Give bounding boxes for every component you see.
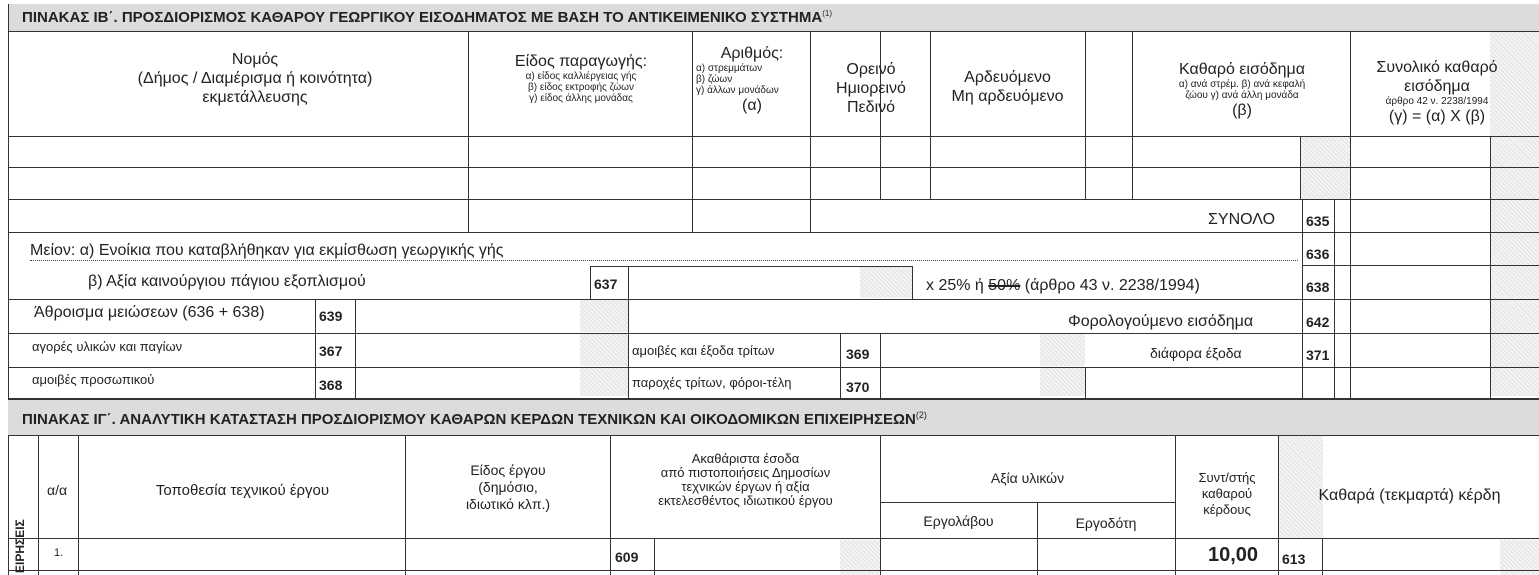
shade-637-box — [860, 266, 912, 298]
row1-coefficient: 10,00 — [1208, 544, 1259, 566]
code-638: 638 — [1306, 279, 1330, 295]
minus-a-label: Μείον: α) Ενοίκια που καταβλήθηκαν για εκμίσθωση γεωργικής γής — [30, 241, 1298, 261]
table-ig-title-text: ΠΙΝΑΚΑΣ ΙΓ΄. ΑΝΑΛΥΤΙΚΗ ΚΑΤΑΣΤΑΣΗ ΠΡΟΣΔΙΟΡΙΣΜΟΥ ΚΑΘΑΡΩΝ ΚΕΡΔΩΝ ΤΕΧΝΙΚΩΝ ΚΑΙ ΟΙΚΟΔΟΜΙΚΩΝ ΕΠΙΧΕΙΡΗΣΕΩΝ — [22, 411, 916, 428]
ib-data-row-2[interactable] — [9, 168, 1489, 199]
col-arithmos-sub1: α) στρεμμάτων — [696, 63, 763, 74]
row1-type-field[interactable] — [406, 539, 610, 570]
col-eidos-ergou-header — [406, 462, 610, 513]
col-akatharista-line1: Ακαθάριστα έσοδα — [691, 451, 800, 466]
code-639: 639 — [319, 308, 343, 324]
col-arithmos-ref: (α) — [742, 97, 762, 114]
code-609: 609 — [615, 549, 639, 565]
col-akatharista-line4: εκτελεσθέντος ιδιωτικού έργου — [658, 493, 833, 508]
ib-data-row-1[interactable] — [9, 137, 1489, 167]
col-oreino-header — [812, 60, 930, 117]
col-nomos-line1: Νομός — [231, 51, 279, 68]
third-services-label: παροχές τρίτων, φόροι-τέλη — [632, 375, 792, 390]
col-ardeuomeno-line1: Αρδευόμενο — [964, 69, 1051, 86]
col-ergolavou-header: Εργολάβου — [923, 513, 994, 529]
col-katharo-title: Καθαρό εισόδημα — [1178, 61, 1306, 78]
col-eidos-header — [470, 52, 692, 104]
col-akatharista-header — [611, 452, 880, 508]
col-syntelestis-header — [1176, 470, 1278, 518]
minus-b-label: β) Αξία καινούργιου πάγιου εξοπλισμού — [88, 273, 366, 290]
col-katharo-ref: (β) — [1232, 102, 1252, 119]
col-eidos-ergou-line2: (δημόσιο, — [478, 479, 538, 495]
col-arithmos-title: Αριθμός: — [720, 45, 784, 62]
shade-367-box — [580, 334, 628, 366]
misc-field[interactable] — [1335, 334, 1490, 367]
percent-prefix: x 25% ή — [926, 277, 984, 294]
table-ig-title-note: (2) — [915, 410, 927, 420]
col-syntelestis-line2: καθαρού — [1201, 486, 1253, 501]
third-fees-label: αμοιβές και έξοδα τρίτων — [632, 343, 775, 358]
col-syntelestis-line1: Συντ/στής — [1198, 470, 1256, 485]
col-oreino-line2: Ημιορεινό — [836, 80, 906, 97]
code-642: 642 — [1306, 314, 1330, 330]
col-ardeuomeno-header — [930, 68, 1085, 106]
shade-639-box — [580, 300, 628, 332]
col-arithmos-sub3: γ) άλλων μονάδων — [696, 85, 779, 96]
shade-368-box — [580, 368, 628, 396]
col-aa-header: α/α — [47, 482, 68, 498]
sum-label: Άθροισμα μειώσεων (636 + 638) — [34, 304, 265, 321]
table-ib-title-note: (1) — [822, 9, 833, 18]
table-ib-title-text: ΠΙΝΑΚΑΣ ΙΒ΄. ΠΡΟΣΔΙΟΡΙΣΜΟΣ ΚΑΘΑΡΟΥ ΓΕΩΡΓΙΚΟΥ ΕΙΣΟΔΗΜΑΤΟΣ ΜΕ ΒΑΣΗ ΤΟ ΑΝΤΙΚΕΙΜΕΝΙΚΟ ΣΥΣΤΗΜΑ — [22, 9, 823, 26]
code-371: 371 — [1306, 347, 1330, 363]
row1-contractor-field[interactable] — [881, 539, 1037, 570]
row1-employer-field[interactable] — [1038, 539, 1175, 570]
percent-label — [926, 276, 1200, 295]
taxed-income-label: Φορολογούμενο εισόδημα — [1068, 313, 1254, 330]
col-syntelestis-line3: κέρδους — [1203, 502, 1251, 517]
col-eidos-sub3: γ) είδος άλλης μονάδας — [529, 93, 633, 104]
percent-struck: 50% — [988, 277, 1021, 294]
code-637: 637 — [594, 276, 618, 292]
col-arithmos-header — [696, 44, 808, 115]
col-nomos-line2: (Δήμος / Διαμέρισμα ή κοινότητα) — [137, 70, 373, 87]
col-synoliko-header — [1350, 58, 1524, 126]
col-katharo-sub2: ζώου γ) ανά άλλη μονάδα — [1185, 90, 1299, 101]
row1-number: 1. — [54, 547, 64, 559]
col-eidos-ergou-line1: Είδος έργου — [470, 462, 546, 478]
col-synoliko-sub: άρθρο 42 ν. 2238/1994 — [1385, 96, 1489, 107]
row1-profit-field[interactable] — [1323, 539, 1500, 570]
code-369: 369 — [846, 346, 870, 362]
col-katharo-header — [1134, 60, 1350, 120]
side-label: ΕΙΡΗΣΕΙΣ — [13, 519, 27, 573]
col-oreino-line1: Ορεινό — [846, 61, 896, 78]
col-eidos-title: Είδος παραγωγής: — [514, 53, 648, 70]
col-eidos-sub2: β) είδος εκτροφής ζώων — [528, 82, 634, 93]
col-nomos-line3: εκμετάλλευσης — [202, 89, 308, 106]
sum-value-field[interactable] — [356, 300, 580, 333]
col-synoliko-ref: (γ) = (α) Χ (β) — [1388, 108, 1486, 125]
total-value-field[interactable] — [1335, 200, 1490, 232]
code-613: 613 — [1282, 551, 1306, 567]
col-akatharista-line2: από πιστοποιήσεις Δημοσίων — [660, 465, 831, 480]
table-ig-title — [22, 410, 927, 428]
shade-369-box — [1040, 334, 1085, 366]
col-eidos-sub1: α) είδος καλλιέργειας γής — [525, 71, 637, 82]
col-ardeuomeno-line2: Μη αρδευόμενο — [951, 88, 1064, 105]
staff-field[interactable] — [356, 368, 580, 398]
staff-label: αμοιβές προσωπικού — [32, 372, 155, 387]
col-arithmos-sub2: β) ζώων — [696, 74, 733, 85]
row1-gross-field[interactable] — [655, 539, 840, 570]
shade-col-right — [1490, 136, 1539, 396]
col-oreino-line3: Πεδινό — [846, 99, 896, 116]
col-akatharista-line3: τεχνικών έργων ή αξία — [681, 479, 810, 494]
third-fees-field[interactable] — [881, 334, 1040, 367]
code-367: 367 — [319, 343, 343, 359]
col-nomos-header — [80, 50, 430, 107]
col-kerdi-header: Καθαρά (τεκμαρτά) κέρδη — [1318, 487, 1501, 504]
col-katharo-sub1: α) ανά στρέμ. β) ανά κεφαλή — [1178, 79, 1306, 90]
purchases-label: αγορές υλικών και παγίων — [32, 339, 183, 354]
col-axia-ylikon-header: Αξία υλικών — [990, 470, 1065, 486]
col-synoliko-line2: εισόδημα — [1404, 78, 1470, 95]
third-services-field[interactable] — [881, 368, 1040, 398]
equipment-value-field[interactable] — [629, 267, 859, 299]
col-ergodoti-header: Εργοδότη — [1075, 515, 1137, 531]
code-636: 636 — [1306, 246, 1330, 262]
rent-value-field[interactable] — [1335, 233, 1490, 265]
depreciation-value-field[interactable] — [1335, 266, 1490, 299]
table-ib-title — [22, 9, 832, 26]
row1-location-field[interactable] — [79, 539, 405, 570]
total-label: ΣΥΝΟΛΟ — [1208, 211, 1276, 228]
col-topothesia-header: Τοποθεσία τεχνικού έργου — [155, 482, 330, 499]
code-368: 368 — [319, 377, 343, 393]
code-370: 370 — [846, 379, 870, 395]
code-635: 635 — [1306, 213, 1330, 229]
misc-label: διάφορα έξοδα — [1150, 345, 1242, 361]
col-eidos-ergou-line3: ιδιωτικό κλπ.) — [465, 496, 551, 512]
shade-370-box — [1040, 368, 1085, 396]
col-synoliko-line1: Συνολικό καθαρό — [1376, 59, 1498, 76]
percent-suffix: (άρθρο 43 ν. 2238/1994) — [1024, 277, 1200, 294]
taxed-income-field[interactable] — [1335, 300, 1490, 333]
purchases-field[interactable] — [356, 334, 580, 367]
